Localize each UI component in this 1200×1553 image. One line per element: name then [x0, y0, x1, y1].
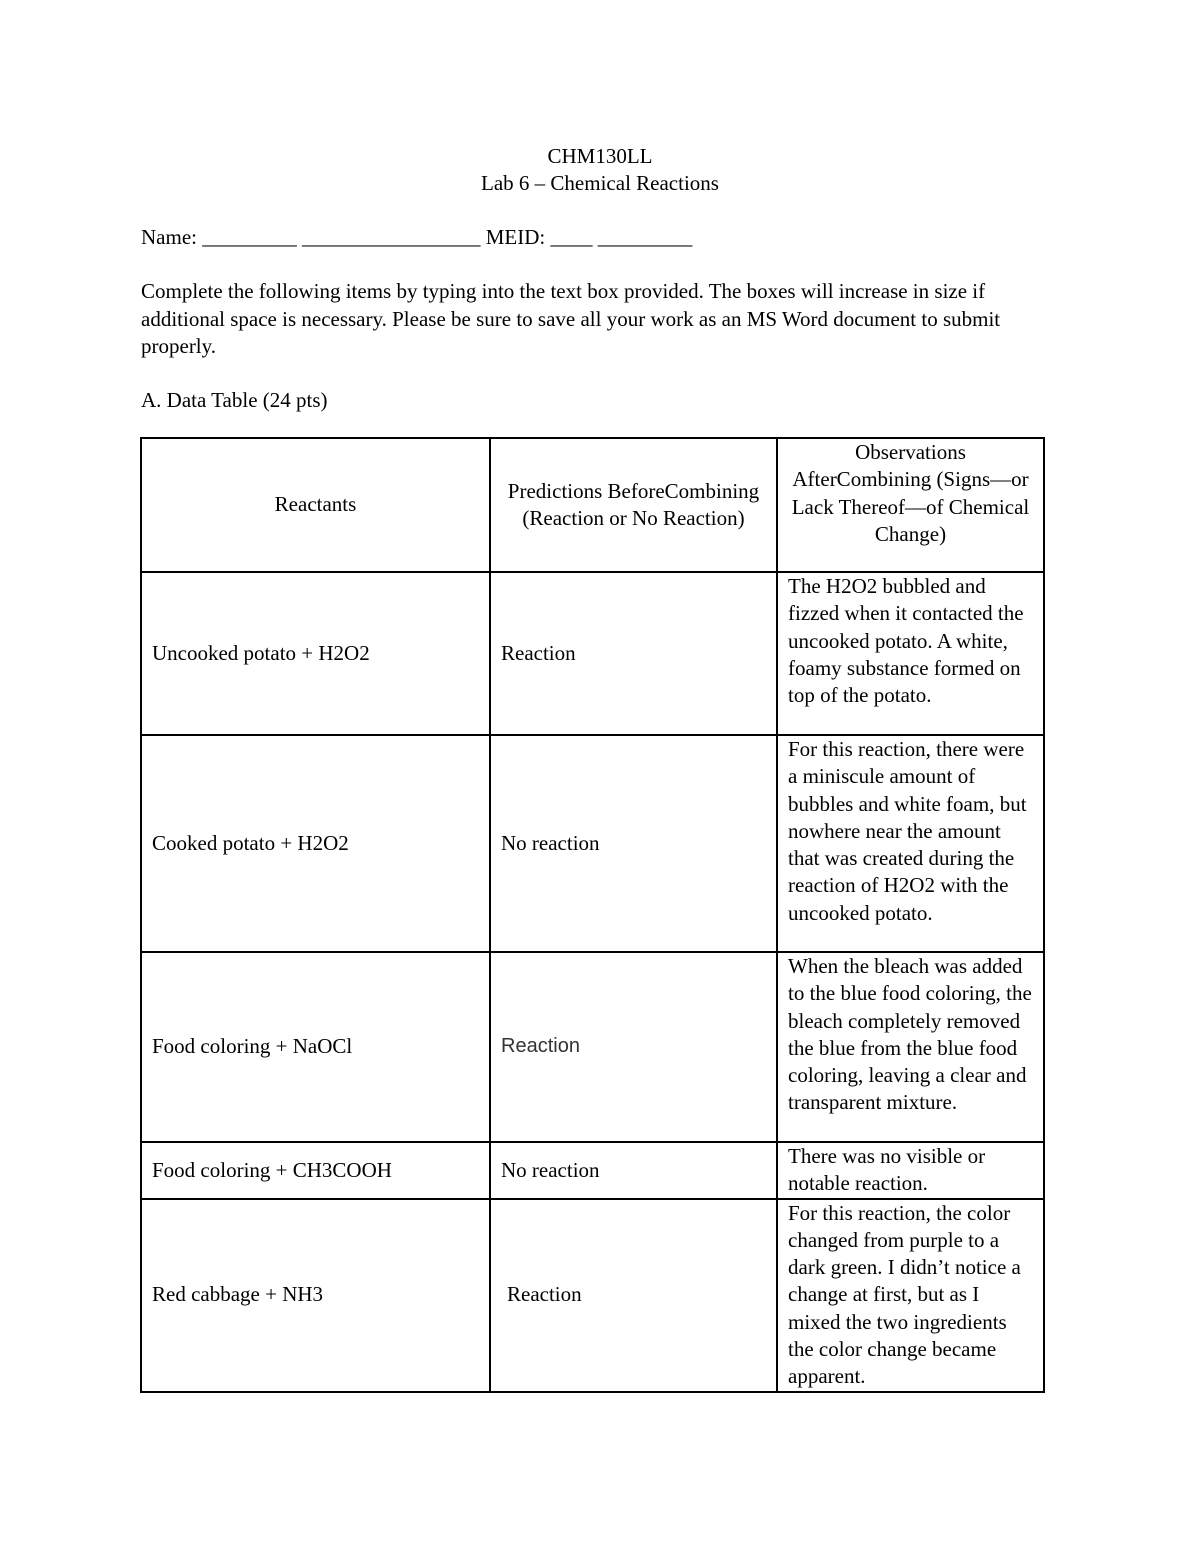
header-reactants: Reactants [141, 438, 490, 572]
reactants-cell: Red cabbage + NH3 [141, 1199, 490, 1392]
observation-cell[interactable]: When the bleach was added to the blue food coloring, the bleach completely removed the blue from the blue food coloring, leaving a clear and transparent mixture. [777, 952, 1044, 1142]
prediction-cell[interactable]: No reaction [490, 735, 777, 952]
observation-cell[interactable]: For this reaction, there were a miniscule amount of bubbles and white foam, but nowhere near the amount that was created during the reaction of H2O2 with the uncooked potato. [777, 735, 1044, 952]
table-row [141, 572, 1044, 735]
prediction-cell[interactable]: No reaction [490, 1142, 777, 1199]
section-a-heading: A. Data Table (24 pts) [141, 388, 328, 412]
observation-cell[interactable]: There was no visible or notable reaction. [777, 1142, 1044, 1199]
name-meid-line[interactable]: Name: _________ _________________ MEID: ____ _________ [141, 225, 693, 249]
prediction-cell[interactable]: Reaction [490, 1199, 777, 1392]
reactants-cell: Cooked potato + H2O2 [141, 735, 490, 952]
reactants-cell: Food coloring + CH3COOH [141, 1142, 490, 1199]
lab-title: Lab 6 – Chemical Reactions [481, 171, 719, 195]
course-code: CHM130LL [547, 144, 653, 168]
table-header-row [141, 438, 1044, 572]
table-row [141, 1142, 1044, 1199]
data-table [140, 437, 1045, 1393]
table-row [141, 952, 1044, 1142]
table-row [141, 1199, 1044, 1392]
table-row [141, 735, 1044, 952]
document-header [0, 143, 1200, 197]
header-observations: Observations AfterCombining (Signs—or Lack Thereof—of Chemical Change) [777, 438, 1044, 572]
reactants-cell: Uncooked potato + H2O2 [141, 572, 490, 735]
prediction-cell[interactable]: Reaction [490, 572, 777, 735]
prediction-cell[interactable]: Reaction [490, 952, 777, 1142]
observation-cell[interactable]: The H2O2 bubbled and fizzed when it contacted the uncooked potato. A white, foamy substance formed on top of the potato. [777, 572, 1044, 735]
header-predictions: Predictions BeforeCombining (Reaction or No Reaction) [490, 438, 777, 572]
reactants-cell: Food coloring + NaOCl [141, 952, 490, 1142]
observation-cell[interactable]: For this reaction, the color changed from purple to a dark green. I didn’t notice a change at first, but as I mixed the two ingredients the color change became apparent. [777, 1199, 1044, 1392]
instructions-paragraph: Complete the following items by typing into the text box provided. The boxes will increase in size if additional space is necessary. Please be sure to save all your work as an MS Word document to submit properly. [141, 279, 1001, 358]
